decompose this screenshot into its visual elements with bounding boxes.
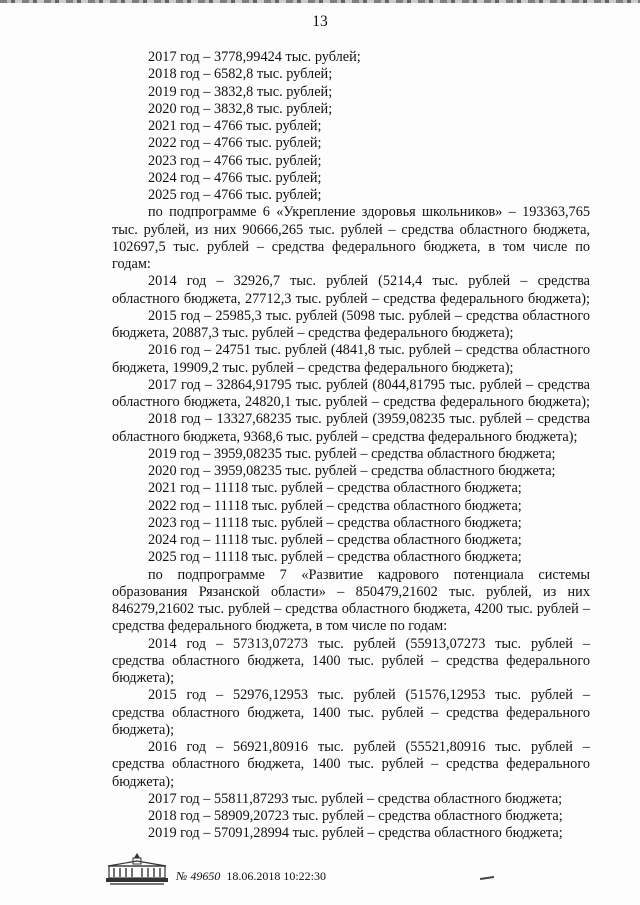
registration-number: № 49650 — [176, 869, 221, 883]
text-line: 2021 год – 11118 тыс. рублей – средства областного бюджета; — [148, 480, 522, 497]
text-line: 2014 год – 57313,07273 тыс. рублей (55913,07273 тыс. рублей – — [148, 635, 590, 652]
text-line: по подпрограмме 6 «Укрепление здоровья школьников» – 193363,765 — [148, 204, 590, 221]
text-line: 2020 год – 3832,8 тыс. рублей; — [148, 100, 333, 117]
text-line: 2017 год – 3778,99424 тыс. рублей; — [148, 49, 361, 65]
text-line: по подпрограмме 7 «Развитие кадрового потенциала системы — [148, 566, 590, 583]
page-number: 13 — [312, 13, 328, 30]
text-line: 2023 год – 11118 тыс. рублей – средства областного бюджета; — [148, 514, 522, 531]
text-line: средства федерального бюджета, в том числе по годам: — [112, 618, 448, 635]
text-line: 2022 год – 11118 тыс. рублей – средства областного бюджета; — [148, 497, 522, 514]
text-line: 2019 год – 3959,08235 тыс. рублей – средства областного бюджета; — [148, 445, 556, 462]
text-line: средства областного бюджета, 1400 тыс. рублей – средства федерального — [112, 704, 590, 721]
text-line: 2017 год – 55811,87293 тыс. рублей – средства областного бюджета; — [148, 790, 563, 807]
text-line: 2018 год – 58909,20723 тыс. рублей – средства областного бюджета; — [148, 808, 563, 824]
text-line: 2025 год – 11118 тыс. рублей – средства областного бюджета; — [148, 549, 522, 566]
text-line: 2016 год – 24751 тыс. рублей (4841,8 тыс. рублей – средства областного — [148, 342, 590, 359]
text-line: 846279,21602 тыс. рублей – средства областного бюджета, 4200 тыс. рублей – — [112, 601, 590, 617]
document-body — [112, 49, 590, 843]
scan-edge — [0, 0, 640, 3]
text-line: 2018 год – 13327,68235 тыс. рублей (3959,08235 тыс. рублей – средства — [148, 411, 590, 428]
text-line: бюджета); — [112, 773, 175, 790]
text-line: годам: — [112, 256, 151, 272]
text-line: средства областного бюджета, 1400 тыс. рублей – средства федерального — [112, 652, 590, 669]
text-line: 2022 год – 4766 тыс. рублей; — [148, 135, 322, 152]
text-line: бюджета, 19909,2 тыс. рублей – средства федерального бюджета); — [112, 359, 514, 376]
text-line: бюджета); — [112, 721, 175, 738]
text-line: областного бюджета, 24820,1 тыс. рублей – средства федерального бюджета); — [112, 394, 590, 410]
text-line: 102697,5 тыс. рублей – средства федерального бюджета, в том числе по — [112, 238, 590, 255]
text-line: 2024 год – 11118 тыс. рублей – средства областного бюджета; — [148, 532, 522, 548]
text-line: 2024 год – 4766 тыс. рублей; — [148, 169, 322, 186]
text-line: 2018 год – 6582,8 тыс. рублей; — [148, 66, 333, 83]
text-line: 2016 год – 56921,80916 тыс. рублей (55521,80916 тыс. рублей – — [148, 739, 590, 755]
text-line: образования Рязанской области» – 850479,21602 тыс. рублей, из них — [112, 583, 590, 600]
text-line: бюджета, 20887,3 тыс. рублей – средства федерального бюджета); — [112, 325, 514, 341]
text-line: 2025 год – 4766 тыс. рублей; — [148, 187, 322, 203]
text-line: 2015 год – 25985,3 тыс. рублей (5098 тыс. рублей – средства областного — [148, 307, 590, 324]
text-line: тыс. рублей, из них 90666,265 тыс. рублей – средства областного бюджета, — [112, 221, 590, 238]
text-line: средства областного бюджета, 1400 тыс. рублей – средства федерального — [112, 756, 590, 773]
text-line: бюджета); — [112, 670, 175, 686]
text-line: 2019 год – 57091,28994 тыс. рублей – средства областного бюджета; — [148, 825, 563, 842]
text-line: 2017 год – 32864,91795 тыс. рублей (8044,81795 тыс. рублей – средства — [148, 376, 590, 393]
text-line: 2023 год – 4766 тыс. рублей; — [148, 152, 322, 169]
registration-datetime: 18.06.2018 10:22:30 — [226, 869, 326, 883]
text-line: 2021 год – 4766 тыс. рублей; — [148, 118, 322, 134]
text-line: 2015 год – 52976,12953 тыс. рублей (51576,12953 тыс. рублей – — [148, 687, 590, 704]
scan-mark — [480, 876, 494, 880]
text-line: 2019 год – 3832,8 тыс. рублей; — [148, 83, 333, 100]
building-stamp-icon — [104, 852, 170, 886]
registration-stamp — [176, 869, 326, 884]
text-line: областного бюджета, 27712,3 тыс. рублей – средства федерального бюджета); — [112, 290, 590, 307]
text-line: 2020 год – 3959,08235 тыс. рублей – средства областного бюджета; — [148, 463, 556, 479]
text-line: областного бюджета, 9368,6 тыс. рублей – средства федерального бюджета); — [112, 428, 578, 445]
text-line: 2014 год – 32926,7 тыс. рублей (5214,4 тыс. рублей – средства — [148, 273, 590, 290]
